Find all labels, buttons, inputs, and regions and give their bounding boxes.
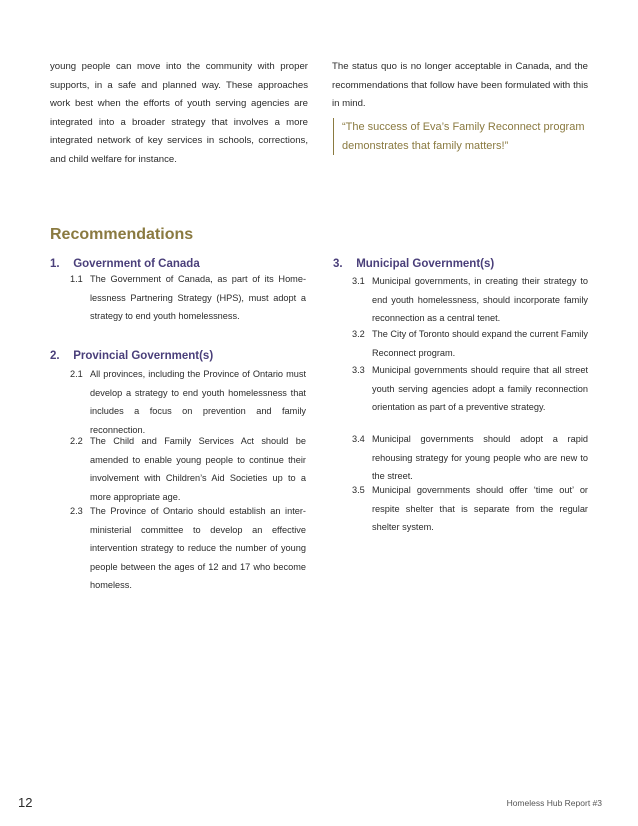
section-title: Municipal Government(s) — [356, 258, 495, 270]
item-number: 3.3 — [352, 365, 365, 375]
section-number: 1. — [50, 258, 60, 270]
item-text: The Province of Ontario should establish an inter-ministerial committee to develop an effective intervention strategy to reduce the number of young people between the ages of 12 and 17 who become homeless. — [90, 506, 306, 590]
item-number: 1.1 — [70, 274, 83, 284]
page-number: 12 — [18, 795, 33, 810]
item-number: 3.5 — [352, 485, 365, 495]
item-text: Municipal governments, in creating their strategy to end youth homelessness, should incorporate family reconnection as a central tenet. — [372, 276, 588, 323]
section-heading-municipal — [333, 258, 494, 270]
item-text: Municipal governments should adopt a rapid rehousing strategy for young people who are new to the street. — [372, 434, 588, 481]
intro-left-column — [50, 58, 308, 170]
intro-left-paragraph: young people can move into the community with proper supports, in a safe and planned way. These approaches work best when the efforts of youth serving agencies are integrated into a broader strategy that involves a more integrated network of key services in schools, corrections, and child welfare for instance. — [50, 61, 308, 165]
item-text: Municipal governments should require that all street youth serving agencies adopt a family reconnection orientation as part of a preventive strategy. — [372, 365, 588, 412]
recommendations-heading: Recommendations — [50, 226, 194, 243]
intro-right-column — [332, 58, 588, 114]
item-text: All provinces, including the Province of Ontario must develop a strategy to end youth homelessness that includes a focus on prevention and family reconnection. — [90, 369, 306, 435]
item-text: The City of Toronto should expand the current Family Reconnect program. — [372, 329, 588, 358]
item-number: 3.4 — [352, 434, 365, 444]
section-heading-federal — [50, 258, 200, 270]
section-title: Provincial Government(s) — [73, 350, 214, 362]
item-number: 3.2 — [352, 329, 365, 339]
footer-report-name: Homeless Hub Report #3 — [506, 798, 602, 808]
section-title: Government of Canada — [73, 258, 200, 270]
item-text: The Government of Canada, as part of its Home-lessness Partnering Strategy (HPS), must adopt a strategy to end youth homelessness. — [90, 274, 306, 321]
item-number: 2.2 — [70, 436, 83, 446]
item-number: 3.1 — [352, 276, 365, 286]
item-text: Municipal governments should offer ‘time out’ or respite shelter that is separate from the regular shelter system. — [372, 485, 588, 532]
item-number: 2.3 — [70, 506, 83, 516]
intro-right-paragraph: The status quo is no longer acceptable in Canada, and the recommendations that follow have been formulated with this in mind. — [332, 61, 588, 110]
section-number: 3. — [333, 258, 343, 270]
item-text: The Child and Family Services Act should be amended to enable young people to continue their involvement with Children’s Aid Societies up to a more appropriate age. — [90, 436, 306, 502]
pull-quote: “The success of Eva’s Family Reconnect program demonstrates that family matters!” — [333, 118, 592, 155]
item-number: 2.1 — [70, 369, 83, 379]
section-heading-provincial — [50, 350, 213, 362]
section-number: 2. — [50, 350, 60, 362]
